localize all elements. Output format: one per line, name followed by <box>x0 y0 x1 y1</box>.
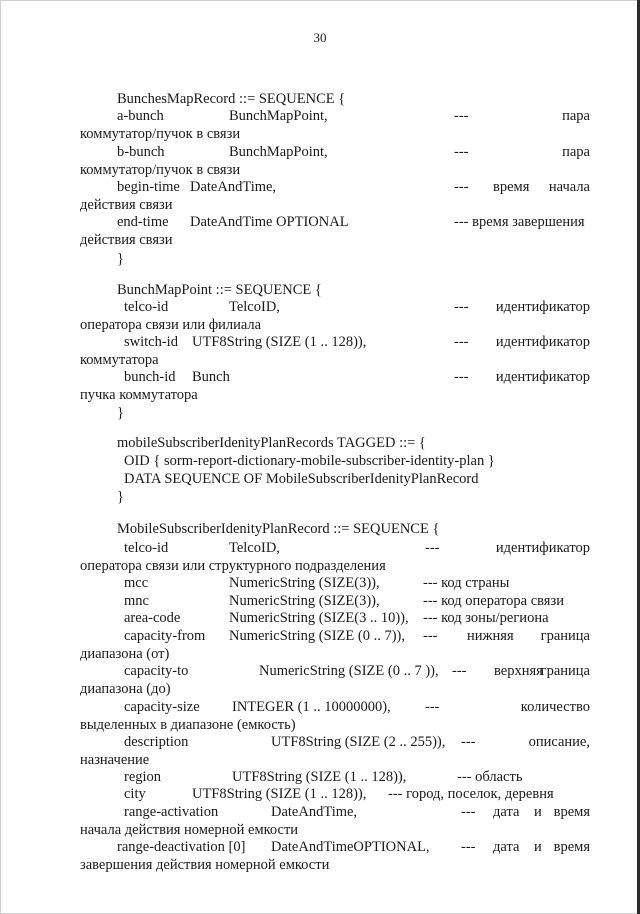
text-line: диапазона (от) <box>80 646 170 662</box>
text-line: идентификатор <box>495 334 590 350</box>
text-line: BunchesMapRecord ::= SEQUENCE { <box>117 91 346 107</box>
text-line: --- <box>454 144 469 160</box>
text-line: завершения действия номерной емкости <box>80 857 330 873</box>
text-line: и <box>534 804 542 820</box>
text-line: действия связи <box>80 232 173 248</box>
text-line: --- <box>461 839 476 855</box>
text-line: end-time <box>117 214 169 230</box>
text-line: пара <box>562 144 590 160</box>
text-line: коммутатор/пучок в связи <box>80 162 241 178</box>
text-line: --- <box>425 699 440 715</box>
text-line: DateAndTimeOPTIONAL, <box>271 839 430 855</box>
text-line: --- <box>454 369 469 385</box>
text-line: TelcoID, <box>229 299 280 315</box>
text-line: диапазона (до) <box>80 681 171 697</box>
text-line: время <box>553 839 590 855</box>
text-line: b-bunch <box>117 144 165 160</box>
text-line: capacity-from <box>124 628 206 644</box>
text-line: } <box>117 405 124 421</box>
text-line: capacity-size <box>124 699 200 715</box>
text-line: NumericString (SIZE (0 .. 7)), <box>229 628 405 644</box>
text-line: верхняя <box>494 663 543 679</box>
text-line: время <box>553 804 590 820</box>
text-line: --- город, поселок, деревня <box>388 786 554 802</box>
text-line: дата <box>493 839 520 855</box>
text-line: --- код зоны/региона <box>423 610 549 626</box>
text-line: выделенных в диапазоне (емкость) <box>80 717 296 733</box>
text-line: --- <box>461 734 476 750</box>
text-line: switch-id <box>124 334 178 350</box>
text-line: --- <box>454 334 469 350</box>
text-line: количество <box>520 699 590 715</box>
text-line: UTF8String (SIZE (1 .. 128)), <box>232 769 407 785</box>
text-line: пара <box>562 108 590 124</box>
text-line: } <box>117 251 124 267</box>
text-line: OID { sorm-report-dictionary-mobile-subscriber-identity-plan } <box>124 453 495 469</box>
text-line: --- <box>423 628 438 644</box>
text-line: --- <box>425 540 440 556</box>
text-line: идентификатор <box>495 540 590 556</box>
text-line: NumericString (SIZE(3)), <box>229 593 380 609</box>
text-line: --- <box>454 108 469 124</box>
text-line: MobileSubscriberIdenityPlanRecord ::= SEQUENCE { <box>117 521 440 537</box>
text-line: дата <box>493 804 520 820</box>
text-line: --- <box>454 179 469 195</box>
text-line: telco-id <box>124 540 169 556</box>
text-line: NumericString (SIZE (0 .. 7 )), <box>259 663 439 679</box>
text-line: mnc <box>124 593 149 609</box>
text-line: BunchMapPoint, <box>229 144 328 160</box>
text-line: INTEGER (1 .. 10000000), <box>232 699 391 715</box>
text-line: начала действия номерной емкости <box>80 822 299 838</box>
text-line: capacity-to <box>124 663 189 679</box>
text-line: NumericString (SIZE(3)), <box>229 575 380 591</box>
text-line: нижняя <box>467 628 514 644</box>
text-line: описание, <box>528 734 590 750</box>
text-line: } <box>117 489 124 505</box>
text-line: коммутатор/пучок в связи <box>80 126 241 142</box>
text-line: UTF8String (SIZE (2 .. 255)), <box>271 734 446 750</box>
text-line: --- время завершения <box>454 214 585 230</box>
text-line: begin-time <box>117 179 180 195</box>
text-line: коммутатора <box>80 352 159 368</box>
text-line: mcc <box>124 575 149 591</box>
text-line: время <box>493 179 530 195</box>
text-line: пучка коммутатора <box>80 387 198 403</box>
text-line: a-bunch <box>117 108 164 124</box>
text-line: DateAndTime OPTIONAL <box>190 214 349 230</box>
text-line: Bunch <box>192 369 230 385</box>
text-line: DATA SEQUENCE OF MobileSubscriberIdenityPlanRecord <box>124 471 479 487</box>
text-line: действия связи <box>80 197 173 213</box>
text-line: mobileSubscriberIdenityPlanRecords TAGGED ::= { <box>117 435 426 451</box>
text-line: оператора связи или филиала <box>80 317 262 333</box>
text-line: начала <box>548 179 590 195</box>
text-line: description <box>124 734 189 750</box>
text-line: --- <box>454 299 469 315</box>
text-line: --- код оператора связи <box>423 593 564 609</box>
text-line: BunchMapPoint, <box>229 108 328 124</box>
text-line: DateAndTime, <box>190 179 277 195</box>
text-line: граница <box>540 663 590 679</box>
text-line: граница <box>540 628 590 644</box>
text-line: --- код страны <box>423 575 510 591</box>
text-line: --- <box>461 804 476 820</box>
text-line: range-deactivation [0] <box>117 839 246 855</box>
text-line: оператора связи или структурного подразделения <box>80 558 386 574</box>
text-line: bunch-id <box>124 369 176 385</box>
text-line: UTF8String (SIZE (1 .. 128)), <box>192 334 367 350</box>
text-line: --- <box>452 663 467 679</box>
text-line: --- область <box>457 769 523 785</box>
text-line: city <box>124 786 146 802</box>
text-line: telco-id <box>124 299 169 315</box>
text-line: NumericString (SIZE(3 .. 10)), <box>229 610 409 626</box>
text-line: идентификатор <box>495 369 590 385</box>
page-number: 30 <box>313 30 327 45</box>
text-line: UTF8String (SIZE (1 .. 128)), <box>192 786 367 802</box>
text-line: и <box>534 839 542 855</box>
text-line: range-activation <box>124 804 219 820</box>
text-line: TelcoID, <box>229 540 280 556</box>
text-line: назначение <box>80 752 150 768</box>
text-line: BunchMapPoint ::= SEQUENCE { <box>117 282 322 298</box>
text-line: region <box>124 769 162 785</box>
text-line: DateAndTime, <box>271 804 358 820</box>
text-line: идентификатор <box>495 299 590 315</box>
text-line: area-code <box>124 610 181 626</box>
